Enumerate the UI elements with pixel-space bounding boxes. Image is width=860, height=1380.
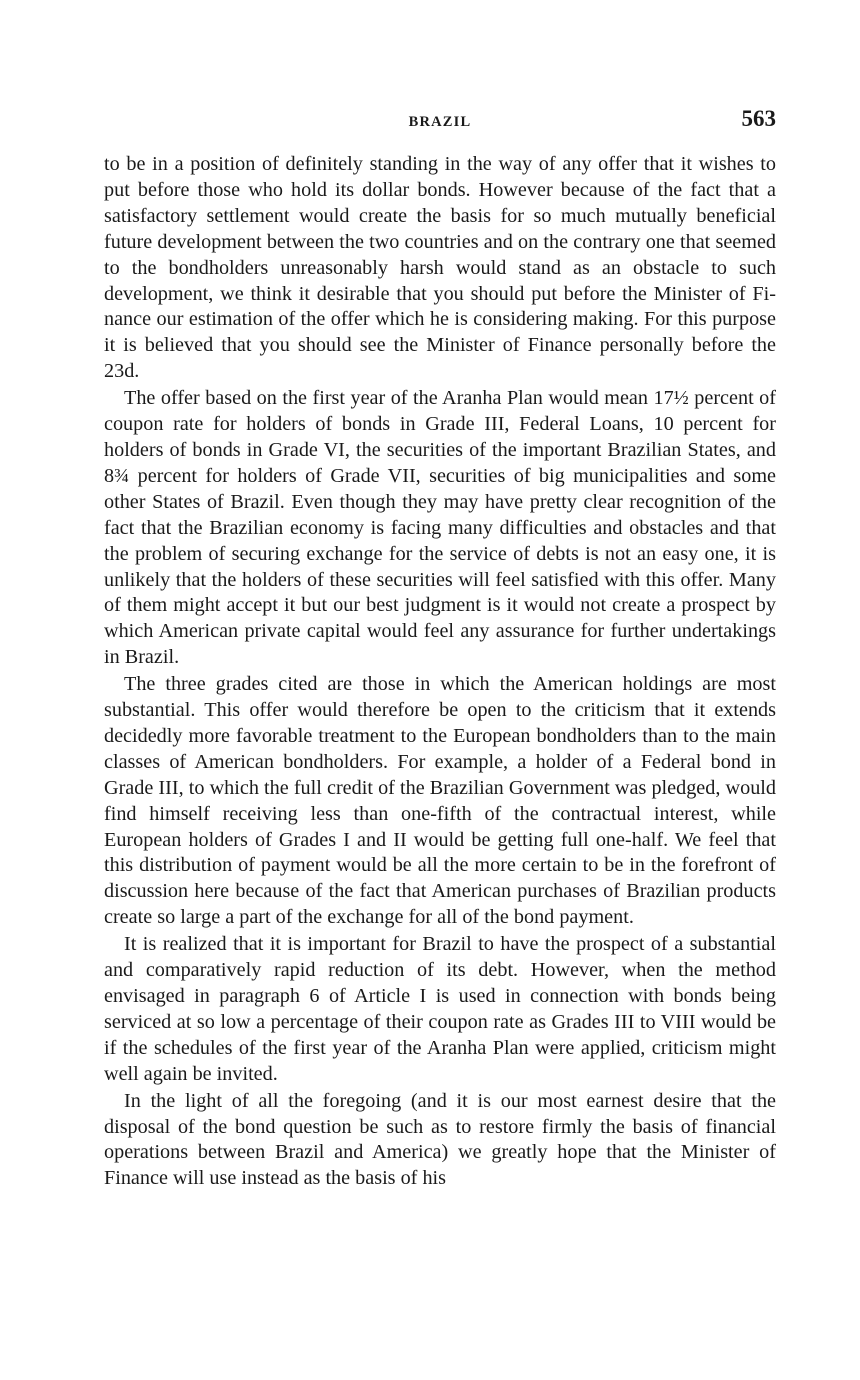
paragraph-aranha-plan-offer: The offer based on the first year of the Aranha Plan would mean 17½ percent of coupon rate for holders of bonds in Grade III, Federal Loans, 10 percent for holders of bonds in Grade VI, the securities of the important Brazilian States, and 8¾ percent for holders of Grade VII, securities of big municipalities and some other States of Brazil. Even though they may have pretty clear recognition of the fact that the Brazilian economy is facing many difficulties and obstacles and that the problem of securing exchange for the service of debts is not an easy one, it is unlikely that the holders of these securities will feel satisfied with this offer. Many of them might accept it but our best judgment is it would not create a prospect by which American private capital would feel any assurance for further undertakings in Brazil. [104, 387, 776, 669]
page-number: 563 [741, 106, 776, 131]
paragraph-continued: to be in a position of definitely standing in the way of any offer that it wishes to put before those who hold its dollar bonds. However because of the fact that a satisfactory settlement would create the basis for so much mutually beneficial future development between the two countries and on the contrary one that seemed to the bondholders unreasonably harsh would stand as an obstacle to such development, we think it desirable that you should put before the Minister of Finance our estimation of the offer which he is considering making. For this purpose it is believed that you should see the Minister of Finance personally before the 23d. [104, 153, 776, 383]
paragraph-grades-cited: The three grades cited are those in which the American holdings are most substantial. This offer would therefore be open to the criticism that it extends decidedly more favorable treatment to the European bondholders than to the main classes of American bondholders. For example, a holder of a Federal bond in Grade III, to which the full credit of the Brazilian Government was pledged, would find himself receiving less than one-fifth of the contractual interest, while European holders of Grades I and II would be getting full one-half. We feel that this distribution of payment would be all the more certain to be in the forefront of discussion here because of the fact that American purchases of Brazilian products create so large a part of the exchange for all of the bond payment. [104, 673, 776, 929]
paragraph-foregoing: In the light of all the foregoing (and it is our most earnest desire that the disposal of the bond question be such as to restore firmly the basis of financial operations between Brazil and America) we greatly hope that the Minister of Finance will use instead as the basis of his [104, 1089, 776, 1190]
running-title: BRAZIL [408, 114, 472, 130]
running-header [104, 106, 776, 140]
body-text [104, 152, 776, 1192]
paragraph-debt-reduction: It is realized that it is important for Brazil to have the prospect of a substantial and comparatively rapid reduction of its debt. However, when the method envisaged in paragraph 6 of Article I is used in connection with bonds being serviced at so low a percentage of their coupon rate as Grades III to VIII would be if the schedules of the first year of the Aranha Plan were applied, criticism might well again be invited. [104, 933, 776, 1085]
